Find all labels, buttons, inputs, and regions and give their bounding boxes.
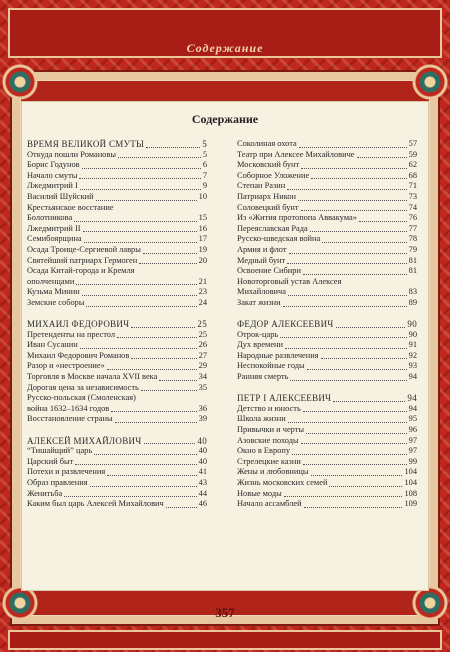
toc-entry[interactable] bbox=[237, 372, 417, 383]
toc-entry[interactable] bbox=[27, 330, 207, 341]
toc-entry[interactable] bbox=[27, 287, 207, 298]
toc-entry-page: 89 bbox=[408, 297, 417, 307]
toc-leader-dots bbox=[80, 348, 197, 349]
toc-entry-title: Михаил Федорович Романов bbox=[27, 350, 130, 360]
toc-leader-dots bbox=[79, 178, 200, 179]
toc-entry-title: ПЕТР I АЛЕКСЕЕВИЧ bbox=[237, 393, 332, 404]
toc-entry-page: 68 bbox=[408, 170, 417, 180]
toc-entry-title: Восстановление страны bbox=[27, 414, 113, 424]
toc-leader-dots bbox=[280, 337, 406, 338]
toc-entry[interactable] bbox=[237, 150, 417, 161]
toc-entry[interactable] bbox=[237, 181, 417, 192]
toc-entry-title: Освоение Сибири bbox=[237, 266, 301, 276]
toc-entry-title: война 1632–1634 годов bbox=[27, 403, 110, 413]
toc-entry-title: Русско-польская (Смоленская) bbox=[27, 393, 136, 403]
toc-entry-page: 104 bbox=[404, 478, 417, 487]
toc-entry[interactable] bbox=[27, 203, 207, 214]
toc-entry-page: 20 bbox=[198, 255, 207, 265]
toc-entry[interactable] bbox=[27, 181, 207, 192]
toc-entry-title: Потехи и развлечения bbox=[27, 467, 106, 477]
toc-entry-title: Начало смуты bbox=[27, 170, 78, 180]
toc-entry-title: Осада Китай-города и Кремля bbox=[27, 266, 135, 276]
toc-leader-dots bbox=[290, 380, 406, 381]
toc-entry[interactable] bbox=[27, 266, 207, 277]
toc-entry[interactable] bbox=[237, 340, 417, 351]
toc-entry-title: Семибоярщина bbox=[27, 234, 82, 244]
toc-entry-title: АЛЕКСЕЙ МИХАЙЛОВИЧ bbox=[27, 435, 142, 446]
toc-leader-dots bbox=[76, 284, 196, 285]
toc-leader-dots bbox=[310, 231, 407, 232]
toc-entry[interactable] bbox=[237, 245, 417, 256]
toc-entry-title: Дух времени bbox=[237, 340, 284, 350]
toc-entry-page: 62 bbox=[408, 160, 417, 170]
toc-leader-dots bbox=[322, 242, 406, 243]
toc-entry-page: 26 bbox=[198, 340, 207, 350]
toc-entry[interactable] bbox=[237, 436, 417, 447]
toc-entry[interactable] bbox=[27, 256, 207, 267]
toc-leader-dots bbox=[307, 369, 407, 370]
toc-entry-page: 93 bbox=[408, 361, 417, 371]
toc-entry[interactable] bbox=[237, 139, 417, 150]
toc-entry[interactable] bbox=[27, 277, 207, 288]
toc-leader-dots bbox=[74, 221, 196, 222]
toc-entry-page: 24 bbox=[198, 297, 207, 307]
toc-leader-dots bbox=[131, 327, 195, 328]
toc-entry-title: Привычки и черты bbox=[237, 425, 305, 435]
toc-entry-page: 21 bbox=[198, 276, 207, 286]
toc-leader-dots bbox=[141, 390, 197, 391]
toc-leader-dots bbox=[304, 507, 403, 508]
toc-entry-page: 57 bbox=[408, 139, 417, 148]
toc-entry[interactable] bbox=[27, 213, 207, 224]
toc-entry-page: 9 bbox=[202, 181, 207, 191]
toc-entry[interactable] bbox=[237, 351, 417, 362]
toc-right-column bbox=[237, 139, 417, 510]
toc-leader-dots bbox=[94, 454, 196, 455]
toc-entry[interactable] bbox=[27, 478, 207, 489]
toc-leader-dots bbox=[64, 496, 196, 497]
toc-entry[interactable] bbox=[27, 224, 207, 235]
toc-entry[interactable] bbox=[237, 404, 417, 415]
toc-leader-dots bbox=[289, 253, 407, 254]
toc-entry-page: 59 bbox=[408, 149, 417, 159]
toc-leader-dots bbox=[311, 178, 406, 179]
toc-leader-dots bbox=[301, 443, 407, 444]
toc-entry-title: Кузьма Минин bbox=[27, 287, 80, 297]
toc-entry[interactable] bbox=[237, 287, 417, 298]
toc-entry-title: Жены и любовницы bbox=[237, 467, 309, 477]
toc-leader-dots bbox=[301, 210, 407, 211]
toc-entry-page: 99 bbox=[408, 456, 417, 466]
toc-entry-title: Театр при Алексее Михайловиче bbox=[237, 149, 355, 159]
toc-entry[interactable] bbox=[237, 213, 417, 224]
toc-entry-title: Иван Сусанин bbox=[27, 340, 78, 350]
toc-entry-page: 34 bbox=[198, 372, 207, 382]
toc-leader-dots bbox=[298, 200, 407, 201]
toc-entry-title: МИХАИЛ ФЕДОРОВИЧ bbox=[27, 319, 130, 330]
toc-leader-dots bbox=[285, 348, 407, 349]
toc-entry-title: Дорогая цена за независимость bbox=[27, 382, 139, 392]
toc-entry-title: Болотникова bbox=[27, 213, 73, 223]
toc-entry[interactable] bbox=[27, 499, 207, 510]
toc-entry-page: 5 bbox=[202, 149, 207, 159]
toc-section-heading[interactable] bbox=[27, 139, 207, 150]
toc-entry-title: Стрелецкие казни bbox=[237, 456, 301, 466]
toc-entry[interactable] bbox=[27, 372, 207, 383]
toc-entry-title: Женитьба bbox=[27, 488, 63, 498]
toc-leader-dots bbox=[143, 253, 197, 254]
toc-gap bbox=[27, 425, 207, 436]
toc-entry-title: Школа жизни bbox=[237, 414, 286, 424]
toc-leader-dots bbox=[301, 168, 406, 169]
toc-leader-dots bbox=[336, 327, 406, 328]
toc-leader-dots bbox=[329, 486, 402, 487]
toc-entry-title: Закат жизни bbox=[237, 297, 281, 307]
toc-leader-dots bbox=[84, 242, 197, 243]
toc-entry-page: 43 bbox=[198, 478, 207, 487]
toc-entry[interactable] bbox=[237, 361, 417, 372]
toc-entry-title: Отрок-царь bbox=[237, 329, 279, 339]
toc-leader-dots bbox=[82, 168, 201, 169]
toc-entry-title: Лжедмитрий I bbox=[27, 181, 78, 191]
toc-entry-title: Земские соборы bbox=[27, 297, 85, 307]
toc-entry[interactable] bbox=[27, 351, 207, 362]
toc-entry[interactable] bbox=[237, 499, 417, 510]
toc-entry-page: 81 bbox=[408, 266, 417, 276]
toc-leader-dots bbox=[96, 200, 197, 201]
toc-entry[interactable] bbox=[237, 277, 417, 288]
toc-section-heading[interactable] bbox=[27, 436, 207, 447]
toc-entry-page: 17 bbox=[198, 234, 207, 244]
toc-left-column bbox=[27, 139, 207, 510]
toc-entry-page: 25 bbox=[197, 319, 207, 330]
toc-entry[interactable] bbox=[237, 192, 417, 203]
toc-leader-dots bbox=[90, 486, 197, 487]
toc-entry-title: ополченцами bbox=[27, 276, 75, 286]
corner-ornament-top-left bbox=[2, 64, 38, 100]
toc-entry-title: Торговля в Москве начала XVII века bbox=[27, 372, 158, 382]
toc-leader-dots bbox=[288, 422, 407, 423]
toc-entry-page: 94 bbox=[407, 393, 417, 404]
toc-leader-dots bbox=[144, 443, 196, 444]
toc-leader-dots bbox=[357, 157, 407, 158]
toc-leader-dots bbox=[292, 454, 407, 455]
toc-entry-page: 90 bbox=[407, 319, 417, 330]
toc-entry[interactable] bbox=[27, 457, 207, 468]
toc-entry-page: 39 bbox=[198, 414, 207, 424]
toc-entry-title: Борис Годунов bbox=[27, 160, 80, 170]
page-number: 357 bbox=[215, 605, 235, 620]
toc-entry-title: Ранняя смерть bbox=[237, 372, 289, 382]
toc-entry[interactable] bbox=[237, 160, 417, 171]
toc-entry[interactable] bbox=[27, 192, 207, 203]
toc-section-heading[interactable] bbox=[237, 319, 417, 330]
toc-entry-page: 73 bbox=[408, 191, 417, 201]
contents-panel bbox=[21, 101, 429, 591]
toc-entry-title: Соколиная охота bbox=[237, 139, 297, 148]
toc-entry-title: Медный бунт bbox=[237, 255, 286, 265]
toc-entry-title: Претенденты на престол bbox=[27, 329, 116, 339]
toc-entry-page: 41 bbox=[198, 467, 207, 477]
toc-leader-dots bbox=[82, 295, 197, 296]
toc-leader-dots bbox=[75, 464, 196, 465]
bottom-ornament-band bbox=[8, 630, 442, 650]
toc-entry-page: 46 bbox=[198, 499, 207, 509]
toc-leader-dots bbox=[117, 337, 197, 338]
toc-gap bbox=[27, 309, 207, 320]
toc-entry-title: Степан Разин bbox=[237, 181, 286, 191]
toc-gap bbox=[237, 383, 417, 394]
toc-entry-title: Народные развлечения bbox=[237, 350, 319, 360]
toc-entry-page: 19 bbox=[198, 244, 207, 254]
corner-ornament-top-right bbox=[412, 64, 448, 100]
toc-leader-dots bbox=[166, 507, 197, 508]
toc-leader-dots bbox=[111, 411, 196, 412]
toc-entry-page: 79 bbox=[408, 244, 417, 254]
toc-entry-page: 40 bbox=[198, 456, 207, 466]
toc-entry-title: Каким был царь Алексей Михайлович bbox=[27, 499, 164, 509]
toc-entry[interactable] bbox=[237, 203, 417, 214]
toc-entry[interactable] bbox=[237, 330, 417, 341]
toc-leader-dots bbox=[303, 274, 407, 275]
toc-entry-page: 16 bbox=[198, 223, 207, 233]
toc-entry-title: Из «Жития протопопа Аввакума» bbox=[237, 213, 357, 223]
toc-entry-page: 74 bbox=[408, 202, 417, 212]
toc-entry[interactable] bbox=[27, 234, 207, 245]
toc-entry-page: 29 bbox=[198, 361, 207, 371]
toc-entry-title: Лжедмитрий II bbox=[27, 223, 81, 233]
toc-entry-page: 40 bbox=[198, 446, 207, 456]
toc-entry-title: Неспокойные годы bbox=[237, 361, 305, 371]
toc-entry-page: 83 bbox=[408, 287, 417, 297]
toc-entry[interactable] bbox=[237, 256, 417, 267]
toc-entry[interactable] bbox=[27, 298, 207, 309]
toc-leader-dots bbox=[146, 147, 200, 148]
toc-entry-title: Армия и флот bbox=[237, 244, 287, 254]
toc-entry-title: ФЕДОР АЛЕКСЕЕВИЧ bbox=[237, 319, 334, 330]
toc-entry-title: ВРЕМЯ ВЕЛИКОЙ СМУТЫ bbox=[27, 139, 145, 149]
toc-entry-page: 77 bbox=[408, 223, 417, 233]
toc-entry-title: Осада Троице-Сергиевой лавры bbox=[27, 244, 141, 254]
toc-leader-dots bbox=[359, 221, 407, 222]
toc-entry[interactable] bbox=[27, 393, 207, 404]
toc-leader-dots bbox=[303, 464, 407, 465]
toc-leader-dots bbox=[139, 263, 196, 264]
toc-entry[interactable] bbox=[237, 298, 417, 309]
toc-entry-page: 94 bbox=[408, 372, 417, 382]
toc-leader-dots bbox=[287, 189, 406, 190]
toc-entry-page: 25 bbox=[198, 329, 207, 339]
toc-entry-title: Переяславская Рада bbox=[237, 223, 308, 233]
toc-entry[interactable] bbox=[237, 266, 417, 277]
toc-entry[interactable] bbox=[237, 489, 417, 500]
toc-entry-page: 23 bbox=[198, 287, 207, 297]
toc-leader-dots bbox=[311, 475, 403, 476]
toc-entry-page: 15 bbox=[198, 213, 207, 223]
toc-leader-dots bbox=[159, 380, 196, 381]
toc-entry-title: Жизнь московских семей bbox=[237, 478, 328, 487]
toc-entry-page: 27 bbox=[198, 350, 207, 360]
toc-leader-dots bbox=[283, 306, 407, 307]
toc-entry[interactable] bbox=[237, 171, 417, 182]
toc-entry-page: 6 bbox=[202, 160, 207, 170]
toc-entry-page: 97 bbox=[408, 435, 417, 445]
toc-entry[interactable] bbox=[237, 234, 417, 245]
toc-entry-title: Патриарх Никон bbox=[237, 191, 297, 201]
toc-leader-dots bbox=[80, 189, 201, 190]
toc-leader-dots bbox=[86, 306, 196, 307]
toc-section-heading[interactable] bbox=[237, 393, 417, 404]
toc-entry-page: 40 bbox=[197, 435, 207, 446]
toc-entry-title: Михайловича bbox=[237, 287, 286, 297]
toc-entry-page: 95 bbox=[408, 414, 417, 424]
toc-entry[interactable] bbox=[27, 467, 207, 478]
toc-entry-page: 90 bbox=[408, 329, 417, 339]
toc-entry[interactable] bbox=[27, 150, 207, 161]
toc-entry[interactable] bbox=[237, 414, 417, 425]
toc-entry-title: Русско-шведская война bbox=[237, 234, 321, 244]
toc-leader-dots bbox=[303, 411, 407, 412]
toc-leader-dots bbox=[287, 263, 406, 264]
toc-leader-dots bbox=[107, 475, 196, 476]
toc-entry-title: Царский быт bbox=[27, 456, 74, 466]
toc-entry-page: 36 bbox=[198, 403, 207, 413]
toc-entry[interactable] bbox=[27, 414, 207, 425]
toc-entry-page: 81 bbox=[408, 255, 417, 265]
toc-entry-page: 97 bbox=[408, 446, 417, 456]
toc-entry-page: 91 bbox=[408, 340, 417, 350]
toc-leader-dots bbox=[131, 358, 196, 359]
toc-leader-dots bbox=[118, 157, 201, 158]
toc-entry-page: 76 bbox=[408, 213, 417, 223]
toc-entry-title: Василий Шуйский bbox=[27, 191, 94, 201]
toc-entry-page: 10 bbox=[198, 191, 207, 201]
toc-entry-page: 35 bbox=[198, 382, 207, 392]
toc-leader-dots bbox=[83, 231, 197, 232]
toc-leader-dots bbox=[115, 422, 197, 423]
toc-leader-dots bbox=[333, 401, 405, 402]
toc-entry-title: Разор и «нестроение» bbox=[27, 361, 105, 371]
toc-entry-page: 44 bbox=[198, 488, 207, 498]
toc-entry[interactable] bbox=[27, 171, 207, 182]
toc-entry-title: Соловецкий бунт bbox=[237, 202, 299, 212]
toc-entry[interactable] bbox=[237, 467, 417, 478]
toc-entry-title: Крестьянское восстание bbox=[27, 202, 114, 212]
toc-leader-dots bbox=[306, 433, 407, 434]
toc-entry[interactable] bbox=[27, 446, 207, 457]
toc-entry-title: Новоторговый устав Алексея bbox=[237, 276, 342, 286]
page-title: Содержание bbox=[191, 112, 259, 126]
toc-entry-title: Образ правления bbox=[27, 478, 88, 487]
toc-entry-title: Детство и юность bbox=[237, 403, 301, 413]
toc-entry-page: 108 bbox=[404, 488, 417, 498]
toc-entry[interactable] bbox=[27, 383, 207, 394]
toc-entry-title: Откуда пошли Романовы bbox=[27, 149, 116, 159]
toc-entry-title: Окно в Европу bbox=[237, 446, 291, 456]
toc-entry[interactable] bbox=[237, 446, 417, 457]
toc-entry-page: 104 bbox=[404, 467, 417, 477]
running-header-title: Содержание bbox=[186, 41, 264, 55]
toc-gap bbox=[237, 309, 417, 320]
toc-leader-dots bbox=[107, 369, 197, 370]
toc-entry-title: Азовские походы bbox=[237, 435, 299, 445]
toc-entry-title: Начало ассамблей bbox=[237, 499, 302, 509]
toc-entry-title: “Тишайщий” царь bbox=[27, 446, 93, 456]
toc-entry[interactable] bbox=[27, 160, 207, 171]
toc-entry-page: 96 bbox=[408, 425, 417, 435]
toc-entry-page: 92 bbox=[408, 350, 417, 360]
toc-leader-dots bbox=[288, 295, 407, 296]
toc-entry-page: 78 bbox=[408, 234, 417, 244]
toc-leader-dots bbox=[321, 358, 407, 359]
toc-entry-page: 94 bbox=[408, 403, 417, 413]
toc-entry-page: 7 bbox=[202, 170, 207, 180]
toc-entry-title: Соборное Уложение bbox=[237, 170, 310, 180]
toc-entry[interactable] bbox=[237, 478, 417, 489]
toc-leader-dots bbox=[299, 147, 407, 148]
toc-entry[interactable] bbox=[27, 245, 207, 256]
toc-entry-title: Святейший патриарх Гермоген bbox=[27, 255, 138, 265]
toc-entry-page: 71 bbox=[408, 181, 417, 191]
toc-section-heading[interactable] bbox=[27, 319, 207, 330]
toc-entry-page: 109 bbox=[404, 499, 417, 509]
toc-entry-title: Новые моды bbox=[237, 488, 282, 498]
toc-entry[interactable] bbox=[27, 361, 207, 372]
toc-entry-title: Московский бунт bbox=[237, 160, 300, 170]
toc-entry-page: 5 bbox=[202, 139, 207, 149]
toc-entry[interactable] bbox=[27, 404, 207, 415]
toc-entry[interactable] bbox=[27, 340, 207, 351]
toc-entry[interactable] bbox=[237, 457, 417, 468]
toc-entry[interactable] bbox=[27, 489, 207, 500]
toc-entry[interactable] bbox=[237, 425, 417, 436]
toc-entry[interactable] bbox=[237, 224, 417, 235]
toc-leader-dots bbox=[284, 496, 403, 497]
